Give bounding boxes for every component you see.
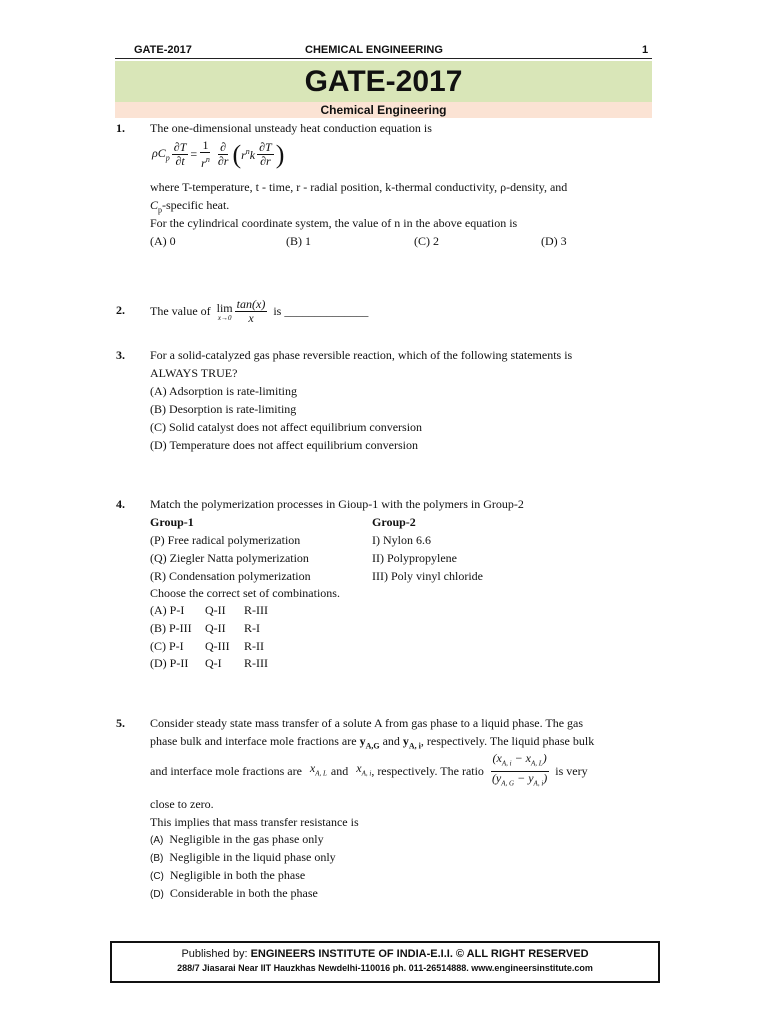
question-5-line-1: Consider steady state mass transfer of a solute A from gas phase to a liquid phase. The gas bbox=[150, 716, 584, 730]
question-5-option-d: (D) Considerable in both the phase bbox=[150, 886, 318, 900]
question-3-line-1: For a solid-catalyzed gas phase reversible reaction, which of the following statements is bbox=[150, 348, 573, 362]
header-center: CHEMICAL ENGINEERING bbox=[305, 44, 443, 56]
question-3-option-d: (D) Temperature does not affect equilibrium conversion bbox=[150, 438, 418, 452]
group-2-item: I) Nylon 6.6 bbox=[372, 533, 431, 547]
limit-fraction: $\frac{\tan(x)}{x}$ bbox=[236, 296, 266, 325]
question-2-prefix: The value of bbox=[150, 304, 211, 318]
group-1-item: (Q) Ziegler Natta polymerization bbox=[150, 551, 309, 565]
question-5-line-5: This implies that mass transfer resistance is bbox=[150, 815, 359, 829]
question-4-option-a: (A) P-I bbox=[150, 603, 185, 617]
question-5-option-b: (B) Negligible in the liquid phase only bbox=[150, 850, 336, 864]
question-4-stem: Match the polymerization processes in Gioup-1 with the polymers in Group-2 bbox=[150, 497, 524, 511]
question-1-stem: The one-dimensional unsteady heat conduction equation is bbox=[150, 121, 432, 135]
x-ai-symbol: $x_{A, i}$ bbox=[356, 761, 372, 778]
footer bbox=[110, 941, 660, 983]
group-1-item: (R) Condensation polymerization bbox=[150, 569, 311, 583]
question-1-option-c: (C) 2 bbox=[414, 234, 439, 248]
ratio-fraction: $\frac{(x_{A, i} - x_{A, L})}{(y_{A, G} - y_{A, i})}$ bbox=[491, 751, 548, 787]
cp-description: -specific heat. bbox=[162, 198, 230, 212]
question-4-option-d-r: R-III bbox=[244, 656, 268, 670]
question-4-option-c: (C) P-I bbox=[150, 639, 184, 653]
question-4-option-b-r: R-I bbox=[244, 621, 260, 635]
y-ag-symbol: $y_{A,G}$ bbox=[359, 734, 380, 751]
group-2-item: II) Polypropylene bbox=[372, 551, 457, 565]
question-4-option-a-q: Q-II bbox=[205, 603, 226, 617]
question-5-option-a: (A) Negligible in the gas phase only bbox=[150, 832, 324, 846]
question-4-number: 4. bbox=[116, 497, 125, 511]
header-page-number: 1 bbox=[642, 44, 649, 56]
cp-symbol: C bbox=[150, 198, 159, 212]
x-al-symbol: $x_{A, L}$ bbox=[309, 761, 327, 778]
question-2-suffix: is ______________ bbox=[273, 304, 369, 318]
footer-line-1: Published by: ENGINEERS INSTITUTE OF INDIA-E.I.I. © ALL RIGHT RESERVED bbox=[181, 948, 589, 960]
question-5-line-4: close to zero. bbox=[150, 797, 214, 811]
cp-subscript: p bbox=[158, 205, 163, 215]
group-1-heading: Group-1 bbox=[150, 515, 194, 529]
question-1-option-b: (B) 1 bbox=[286, 234, 311, 248]
question-4-option-c-r: R-II bbox=[244, 639, 264, 653]
question-5-line-3: and interface mole fractions are $x_{A, L}$ and $x_{A, i}$ , respectively. The ratio $\frac{(x_{A, i} - x_{A, L})}{(y_{A, G} - y_{A, i})}$ is very bbox=[150, 752, 588, 790]
question-4-option-b: (B) P-III bbox=[150, 621, 192, 635]
question-5-option-c: (C) Negligible in both the phase bbox=[150, 868, 306, 882]
question-2-stem bbox=[150, 296, 368, 326]
question-4-option-d: (D) P-II bbox=[150, 656, 189, 670]
question-1-number: 1. bbox=[116, 121, 125, 135]
question-3-line-2: ALWAYS TRUE? bbox=[150, 366, 238, 380]
group-1-item: (P) Free radical polymerization bbox=[150, 533, 301, 547]
question-4-option-b-q: Q-II bbox=[205, 621, 226, 635]
question-3-option-b: (B) Desorption is rate-limiting bbox=[150, 402, 297, 416]
page-subtitle: Chemical Engineering bbox=[115, 102, 652, 118]
question-1-option-d: (D) 3 bbox=[541, 234, 567, 248]
y-ai-symbol: $y_{A, i}$ bbox=[402, 734, 421, 751]
question-3-number: 3. bbox=[116, 348, 125, 362]
question-1-option-a: (A) 0 bbox=[150, 234, 176, 248]
question-1-question: For the cylindrical coordinate system, the value of n in the above equation is bbox=[150, 216, 518, 230]
header-left: GATE-2017 bbox=[134, 44, 192, 56]
footer-line-2: 288/7 Jiasarai Near IIT Hauzkhas Newdelhi-110016 ph. 011-26514888. www.engineersinstitute.com bbox=[177, 963, 593, 973]
question-4-option-d-q: Q-I bbox=[205, 656, 222, 670]
limit-operator: lim x→0 bbox=[216, 300, 233, 322]
question-4-option-a-r: R-III bbox=[244, 603, 268, 617]
question-1-equation: $\rho C_p$ $\frac{\partial T}{\partial t}$ = $\frac{1}{r^n}$ $\frac{\partial}{\partial r}$ ( $r^nk$ $\frac{\partial T}{\partial r}$ ) bbox=[152, 138, 285, 170]
question-3-option-c: (C) Solid catalyst does not affect equilibrium conversion bbox=[150, 420, 423, 434]
question-1-cp-line bbox=[150, 198, 229, 217]
group-2-heading: Group-2 bbox=[372, 515, 416, 529]
question-1-where: where T-temperature, t - time, r - radial position, k-thermal conductivity, ρ-density, and bbox=[150, 180, 568, 194]
question-2-number: 2. bbox=[116, 303, 125, 317]
header-rule bbox=[115, 58, 652, 59]
question-5-number: 5. bbox=[116, 716, 125, 730]
question-3-option-a: (A) Adsorption is rate-limiting bbox=[150, 384, 297, 398]
question-4-instruction: Choose the correct set of combinations. bbox=[150, 586, 340, 600]
question-5-line-2: phase bulk and interface mole fractions are $y_{A,G}$ and $y_{A, i}$, respectively. The liquid phase bulk bbox=[150, 734, 595, 751]
group-2-item: III) Poly vinyl chloride bbox=[372, 569, 483, 583]
page-title: GATE-2017 bbox=[115, 61, 652, 102]
question-4-option-c-q: Q-III bbox=[205, 639, 230, 653]
